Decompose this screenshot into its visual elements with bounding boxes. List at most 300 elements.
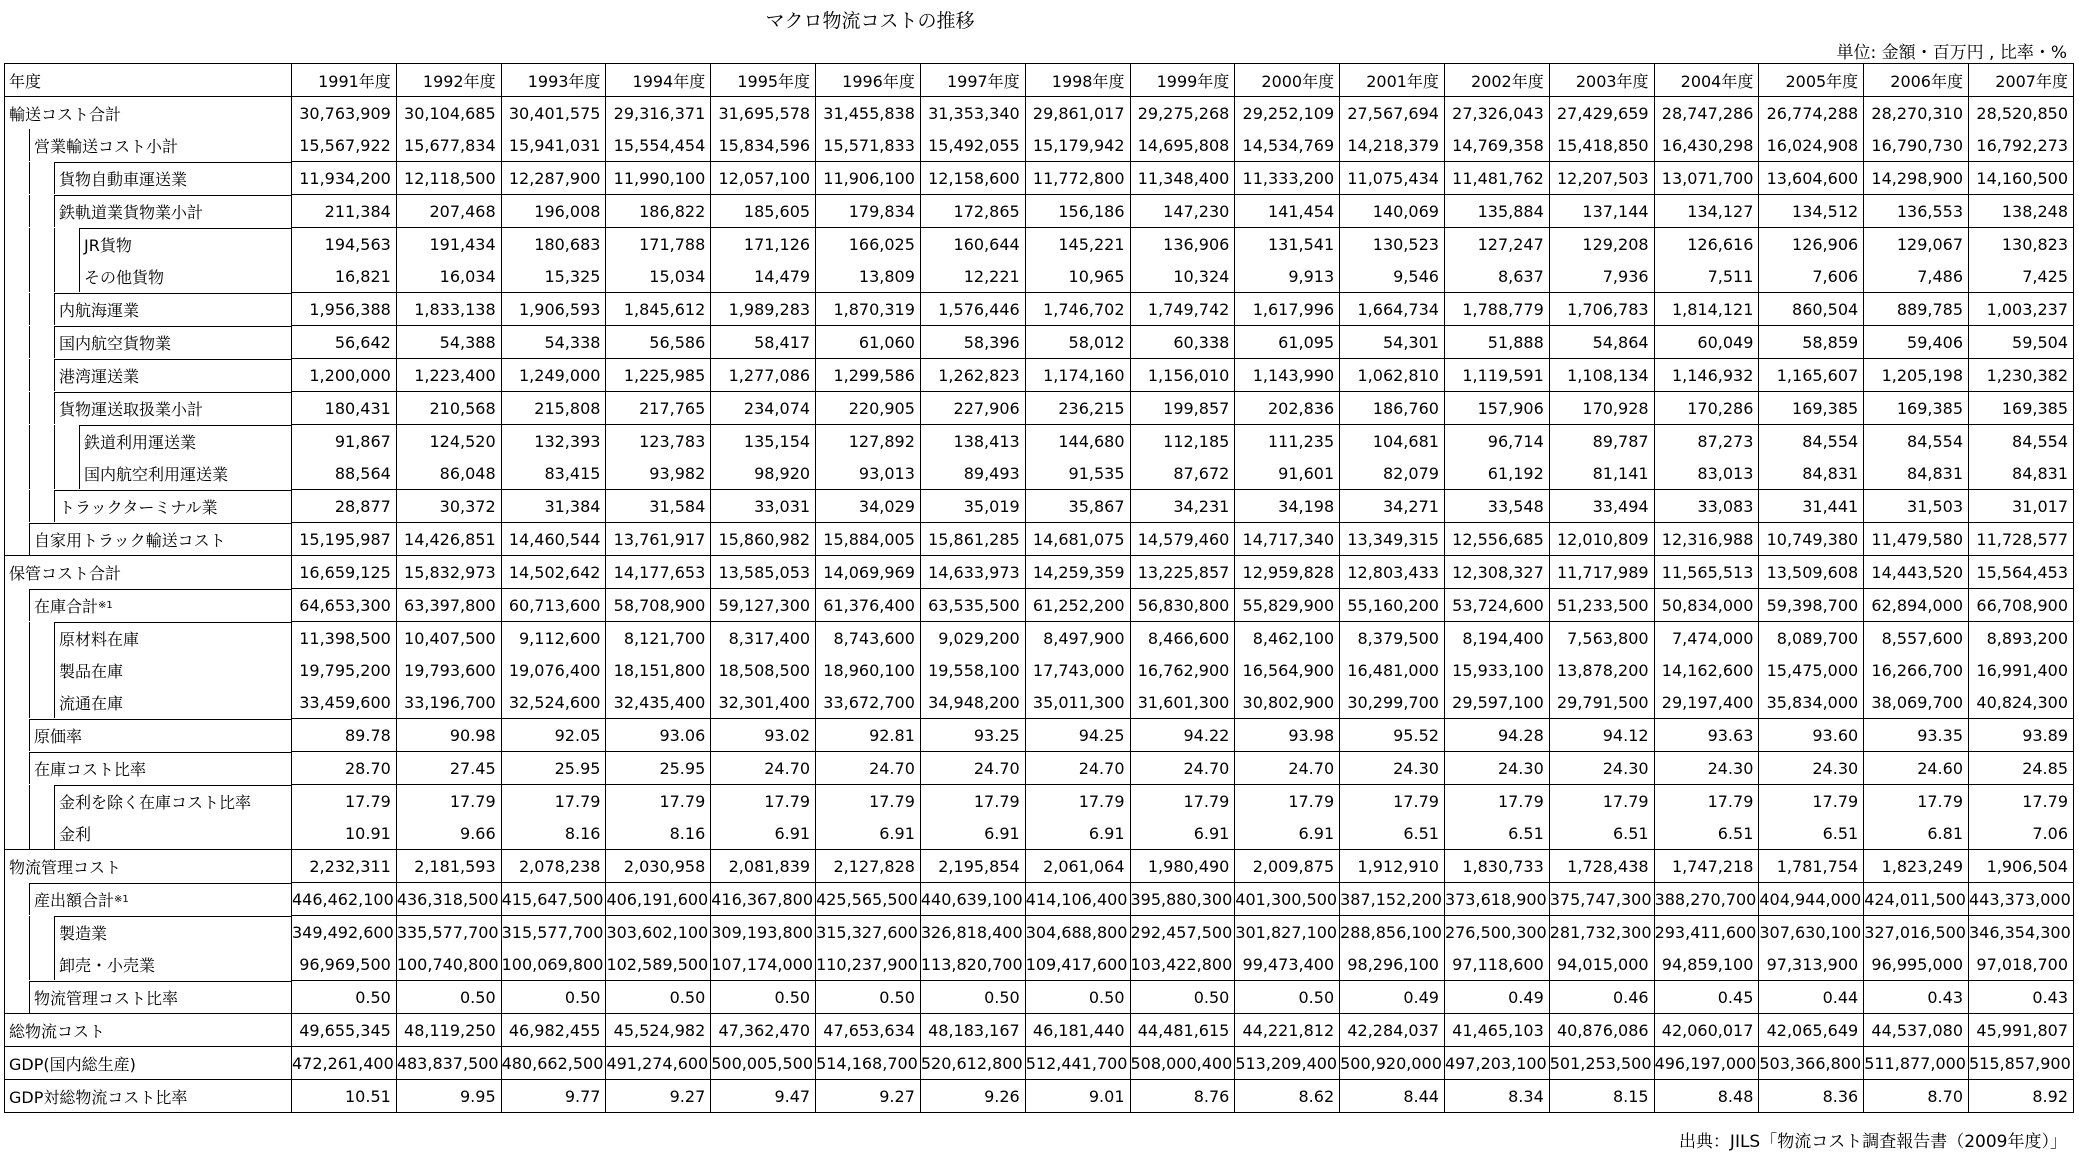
value-cell: 17.79 <box>816 785 921 818</box>
table-row <box>5 589 2074 622</box>
unit-note: 単位: 金額・百万円 , 比率・% <box>1836 43 2067 63</box>
table-row <box>5 1014 2074 1047</box>
value-cell: 33,196,700 <box>396 686 501 719</box>
value-cell: 24.60 <box>1864 752 1969 785</box>
value-cell: 24.30 <box>1444 752 1549 785</box>
value-cell: 93.02 <box>711 719 816 752</box>
value-cell: 15,475,000 <box>1759 654 1864 686</box>
value-cell: 1,146,932 <box>1654 359 1759 392</box>
value-cell: 11,772,800 <box>1025 162 1130 195</box>
value-cell: 1,617,996 <box>1235 293 1340 326</box>
value-cell: 93,013 <box>816 457 921 490</box>
value-cell: 185,605 <box>711 195 816 228</box>
value-cell: 15,677,834 <box>396 129 501 162</box>
value-cell: 42,284,037 <box>1340 1014 1445 1047</box>
value-cell: 24.70 <box>920 752 1025 785</box>
value-cell: 98,920 <box>711 457 816 490</box>
header-label: 年度 <box>5 64 292 97</box>
row-label-cell <box>5 1047 292 1080</box>
value-cell: 160,644 <box>920 228 1025 261</box>
value-cell: 15,325 <box>501 260 606 293</box>
value-cell: 8,497,900 <box>1025 622 1130 655</box>
value-cell: 199,857 <box>1130 392 1235 425</box>
value-cell: 186,822 <box>606 195 711 228</box>
value-cell: 111,235 <box>1235 425 1340 458</box>
value-cell: 31,584 <box>606 490 711 523</box>
value-cell: 137,144 <box>1549 195 1654 228</box>
value-cell: 1,143,990 <box>1235 359 1340 392</box>
value-cell: 0.44 <box>1759 981 1864 1014</box>
row-label-cell <box>5 589 292 622</box>
value-cell: 93.98 <box>1235 719 1340 752</box>
value-cell: 144,680 <box>1025 425 1130 458</box>
value-cell: 54,388 <box>396 326 501 359</box>
value-cell: 29,252,109 <box>1235 97 1340 130</box>
value-cell: 6.51 <box>1549 817 1654 850</box>
row-label-cell <box>5 129 292 162</box>
value-cell: 17.79 <box>1549 785 1654 818</box>
value-cell: 1,003,237 <box>1969 293 2074 326</box>
row-label: 製品在庫 <box>59 661 124 681</box>
value-cell: 30,401,575 <box>501 97 606 130</box>
value-cell: 17.79 <box>501 785 606 818</box>
value-cell: 373,618,900 <box>1444 883 1549 916</box>
value-cell: 1,108,134 <box>1549 359 1654 392</box>
value-cell: 16,792,273 <box>1969 129 2074 162</box>
value-cell: 292,457,500 <box>1130 916 1235 949</box>
value-cell: 127,892 <box>816 425 921 458</box>
value-cell: 7,936 <box>1549 260 1654 293</box>
value-cell: 2,061,064 <box>1025 850 1130 883</box>
value-cell: 513,209,400 <box>1235 1047 1340 1080</box>
value-cell: 59,127,300 <box>711 589 816 622</box>
value-cell: 16,024,908 <box>1759 129 1864 162</box>
value-cell: 98,296,100 <box>1340 948 1445 981</box>
value-cell: 93.63 <box>1654 719 1759 752</box>
value-cell: 96,969,500 <box>292 948 397 981</box>
table-row <box>5 719 2074 752</box>
value-cell: 8.34 <box>1444 1080 1549 1113</box>
value-cell: 99,473,400 <box>1235 948 1340 981</box>
row-label: 総物流コスト <box>9 1021 106 1041</box>
value-cell: 9.66 <box>396 817 501 850</box>
value-cell: 135,884 <box>1444 195 1549 228</box>
value-cell: 14,717,340 <box>1235 523 1340 556</box>
value-cell: 0.50 <box>1025 981 1130 1014</box>
value-cell: 17.79 <box>1340 785 1445 818</box>
row-label: 在庫合計 <box>34 597 99 616</box>
value-cell: 500,920,000 <box>1340 1047 1445 1080</box>
value-cell: 194,563 <box>292 228 397 261</box>
value-cell: 44,221,812 <box>1235 1014 1340 1047</box>
value-cell: 14,160,500 <box>1969 162 2074 195</box>
value-cell: 480,662,500 <box>501 1047 606 1080</box>
value-cell: 16,762,900 <box>1130 654 1235 686</box>
row-label: 在庫コスト比率 <box>34 760 147 779</box>
value-cell: 1,156,010 <box>1130 359 1235 392</box>
table-row <box>5 654 2074 686</box>
row-label-cell <box>5 195 292 228</box>
value-cell: 47,362,470 <box>711 1014 816 1047</box>
value-cell: 56,586 <box>606 326 711 359</box>
value-cell: 27,567,694 <box>1340 97 1445 130</box>
value-cell: 93.60 <box>1759 719 1864 752</box>
value-cell: 10,324 <box>1130 260 1235 293</box>
value-cell: 14,479 <box>711 260 816 293</box>
value-cell: 84,831 <box>1759 457 1864 490</box>
value-cell: 172,865 <box>920 195 1025 228</box>
value-cell: 1,906,504 <box>1969 850 2074 883</box>
value-cell: 93.35 <box>1864 719 1969 752</box>
value-cell: 13,071,700 <box>1654 162 1759 195</box>
value-cell: 15,492,055 <box>920 129 1025 162</box>
value-cell: 12,803,433 <box>1340 556 1445 589</box>
value-cell: 9.01 <box>1025 1080 1130 1113</box>
value-cell: 13,585,053 <box>711 556 816 589</box>
value-cell: 8.92 <box>1969 1080 2074 1113</box>
value-cell: 15,933,100 <box>1444 654 1549 686</box>
source-note: 出典：JILS「物流コスト調査報告書（2009年度）」 <box>1678 1132 2067 1152</box>
value-cell: 1,980,490 <box>1130 850 1235 883</box>
value-cell: 132,393 <box>501 425 606 458</box>
value-cell: 18,960,100 <box>816 654 921 686</box>
value-cell: 24.70 <box>1235 752 1340 785</box>
value-cell: 59,398,700 <box>1759 589 1864 622</box>
value-cell: 7,474,000 <box>1654 622 1759 655</box>
table-row <box>5 425 2074 458</box>
row-label-cell <box>5 622 292 655</box>
value-cell: 17.79 <box>1025 785 1130 818</box>
value-cell: 10,965 <box>1025 260 1130 293</box>
value-cell: 0.43 <box>1969 981 2074 1014</box>
value-cell: 388,270,700 <box>1654 883 1759 916</box>
value-cell: 491,274,600 <box>606 1047 711 1080</box>
value-cell: 346,354,300 <box>1969 916 2074 949</box>
value-cell: 401,300,500 <box>1235 883 1340 916</box>
value-cell: 9.77 <box>501 1080 606 1113</box>
value-cell: 129,067 <box>1864 228 1969 261</box>
value-cell: 416,367,800 <box>711 883 816 916</box>
value-cell: 7,511 <box>1654 260 1759 293</box>
value-cell: 1,230,382 <box>1969 359 2074 392</box>
value-cell: 35,019 <box>920 490 1025 523</box>
value-cell: 84,554 <box>1864 425 1969 458</box>
value-cell: 29,197,400 <box>1654 686 1759 719</box>
value-cell: 28,877 <box>292 490 397 523</box>
value-cell: 93.89 <box>1969 719 2074 752</box>
value-cell: 54,864 <box>1549 326 1654 359</box>
table-row <box>5 129 2074 162</box>
row-label: GDP(国内総生産) <box>9 1054 136 1074</box>
row-label-cell <box>5 785 292 818</box>
header-year: 2005年度 <box>1759 64 1864 97</box>
value-cell: 12,959,828 <box>1235 556 1340 589</box>
value-cell: 236,215 <box>1025 392 1130 425</box>
table-row <box>5 883 2074 916</box>
value-cell: 8.44 <box>1340 1080 1445 1113</box>
header-year: 1996年度 <box>816 64 921 97</box>
value-cell: 2,127,828 <box>816 850 921 883</box>
value-cell: 415,647,500 <box>501 883 606 916</box>
value-cell: 14,681,075 <box>1025 523 1130 556</box>
value-cell: 45,991,807 <box>1969 1014 2074 1047</box>
value-cell: 6.51 <box>1340 817 1445 850</box>
value-cell: 0.50 <box>396 981 501 1014</box>
value-cell: 83,013 <box>1654 457 1759 490</box>
value-cell: 60,713,600 <box>501 589 606 622</box>
value-cell: 110,237,900 <box>816 948 921 981</box>
value-cell: 55,829,900 <box>1235 589 1340 622</box>
value-cell: 134,512 <box>1759 195 1864 228</box>
value-cell: 15,564,453 <box>1969 556 2074 589</box>
value-cell: 6.91 <box>1130 817 1235 850</box>
value-cell: 8.16 <box>501 817 606 850</box>
value-cell: 14,069,969 <box>816 556 921 589</box>
value-cell: 12,118,500 <box>396 162 501 195</box>
value-cell: 97,118,600 <box>1444 948 1549 981</box>
value-cell: 9.27 <box>606 1080 711 1113</box>
value-cell: 7,425 <box>1969 260 2074 293</box>
row-label-cell <box>5 293 292 326</box>
header-row <box>5 64 2074 97</box>
value-cell: 8.76 <box>1130 1080 1235 1113</box>
value-cell: 1,746,702 <box>1025 293 1130 326</box>
value-cell: 28,270,310 <box>1864 97 1969 130</box>
value-cell: 8,121,700 <box>606 622 711 655</box>
row-label-cell <box>5 686 292 719</box>
value-cell: 24.30 <box>1654 752 1759 785</box>
value-cell: 301,827,100 <box>1235 916 1340 949</box>
value-cell: 19,076,400 <box>501 654 606 686</box>
header-year: 1994年度 <box>606 64 711 97</box>
value-cell: 2,078,238 <box>501 850 606 883</box>
row-label: 金利 <box>59 824 92 844</box>
row-label: 産出額合計 <box>34 891 115 910</box>
value-cell: 15,554,454 <box>606 129 711 162</box>
value-cell: 186,760 <box>1340 392 1445 425</box>
value-cell: 33,494 <box>1549 490 1654 523</box>
value-cell: 8.62 <box>1235 1080 1340 1113</box>
value-cell: 94.22 <box>1130 719 1235 752</box>
table-row <box>5 785 2074 818</box>
value-cell: 7,563,800 <box>1549 622 1654 655</box>
row-label: 流通在庫 <box>59 693 124 713</box>
value-cell: 170,928 <box>1549 392 1654 425</box>
value-cell: 24.70 <box>711 752 816 785</box>
value-cell: 8,466,600 <box>1130 622 1235 655</box>
value-cell: 34,029 <box>816 490 921 523</box>
value-cell: 11,479,580 <box>1864 523 1969 556</box>
table-row <box>5 556 2074 589</box>
value-cell: 93.25 <box>920 719 1025 752</box>
value-cell: 1,788,779 <box>1444 293 1549 326</box>
value-cell: 59,406 <box>1864 326 1969 359</box>
value-cell: 10.51 <box>292 1080 397 1113</box>
value-cell: 29,275,268 <box>1130 97 1235 130</box>
value-cell: 123,783 <box>606 425 711 458</box>
value-cell: 472,261,400 <box>292 1047 397 1080</box>
value-cell: 30,299,700 <box>1340 686 1445 719</box>
table-row <box>5 392 2074 425</box>
value-cell: 44,537,080 <box>1864 1014 1969 1047</box>
value-cell: 17.79 <box>711 785 816 818</box>
value-cell: 211,384 <box>292 195 397 228</box>
value-cell: 9,112,600 <box>501 622 606 655</box>
value-cell: 10,749,380 <box>1759 523 1864 556</box>
value-cell: 6.51 <box>1444 817 1549 850</box>
value-cell: 107,174,000 <box>711 948 816 981</box>
value-cell: 404,944,000 <box>1759 883 1864 916</box>
value-cell: 94.28 <box>1444 719 1549 752</box>
row-label: 物流管理コスト比率 <box>34 988 179 1008</box>
row-label-cell <box>5 654 292 686</box>
value-cell: 1,200,000 <box>292 359 397 392</box>
value-cell: 169,385 <box>1969 392 2074 425</box>
value-cell: 33,459,600 <box>292 686 397 719</box>
table-row <box>5 228 2074 261</box>
row-label-cell <box>5 916 292 949</box>
value-cell: 14,162,600 <box>1654 654 1759 686</box>
value-cell: 91,535 <box>1025 457 1130 490</box>
value-cell: 10,407,500 <box>396 622 501 655</box>
value-cell: 24.30 <box>1759 752 1864 785</box>
value-cell: 46,982,455 <box>501 1014 606 1047</box>
value-cell: 16,991,400 <box>1969 654 2074 686</box>
value-cell: 94,859,100 <box>1654 948 1759 981</box>
value-cell: 86,048 <box>396 457 501 490</box>
row-label-cell <box>5 97 292 130</box>
value-cell: 13,604,600 <box>1759 162 1864 195</box>
value-cell: 1,989,283 <box>711 293 816 326</box>
value-cell: 31,455,838 <box>816 97 921 130</box>
value-cell: 15,860,982 <box>711 523 816 556</box>
value-cell: 84,831 <box>1864 457 1969 490</box>
value-cell: 14,695,808 <box>1130 129 1235 162</box>
value-cell: 166,025 <box>816 228 921 261</box>
value-cell: 96,995,000 <box>1864 948 1969 981</box>
value-cell: 92.05 <box>501 719 606 752</box>
value-cell: 16,564,900 <box>1235 654 1340 686</box>
value-cell: 130,823 <box>1969 228 2074 261</box>
value-cell: 35,867 <box>1025 490 1130 523</box>
value-cell: 92.81 <box>816 719 921 752</box>
header-year: 2003年度 <box>1549 64 1654 97</box>
row-label-cell <box>5 392 292 425</box>
value-cell: 11,348,400 <box>1130 162 1235 195</box>
table-row <box>5 490 2074 523</box>
value-cell: 10.91 <box>292 817 397 850</box>
value-cell: 13,761,917 <box>606 523 711 556</box>
value-cell: 60,049 <box>1654 326 1759 359</box>
value-cell: 35,834,000 <box>1759 686 1864 719</box>
value-cell: 26,774,288 <box>1759 97 1864 130</box>
value-cell: 501,253,500 <box>1549 1047 1654 1080</box>
table-row <box>5 457 2074 490</box>
value-cell: 497,203,100 <box>1444 1047 1549 1080</box>
table-row <box>5 686 2074 719</box>
value-cell: 424,011,500 <box>1864 883 1969 916</box>
value-cell: 1,576,446 <box>920 293 1025 326</box>
value-cell: 2,009,875 <box>1235 850 1340 883</box>
value-cell: 24.70 <box>816 752 921 785</box>
value-cell: 503,366,800 <box>1759 1047 1864 1080</box>
value-cell: 94.12 <box>1549 719 1654 752</box>
value-cell: 138,413 <box>920 425 1025 458</box>
value-cell: 54,301 <box>1340 326 1445 359</box>
value-cell: 12,221 <box>920 260 1025 293</box>
row-label-cell <box>5 850 292 883</box>
value-cell: 112,185 <box>1130 425 1235 458</box>
value-cell: 7,606 <box>1759 260 1864 293</box>
value-cell: 440,639,100 <box>920 883 1025 916</box>
value-cell: 87,273 <box>1654 425 1759 458</box>
row-label: 貨物自動車運送業 <box>59 170 188 189</box>
value-cell: 31,353,340 <box>920 97 1025 130</box>
header-year: 2006年度 <box>1864 64 1969 97</box>
table-row <box>5 850 2074 883</box>
header-year: 1992年度 <box>396 64 501 97</box>
value-cell: 217,765 <box>606 392 711 425</box>
value-cell: 515,857,900 <box>1969 1047 2074 1080</box>
value-cell: 14,460,544 <box>501 523 606 556</box>
header-year: 2001年度 <box>1340 64 1445 97</box>
value-cell: 13,225,857 <box>1130 556 1235 589</box>
row-label: 保管コスト合計 <box>9 563 122 583</box>
value-cell: 293,411,600 <box>1654 916 1759 949</box>
value-cell: 31,017 <box>1969 490 2074 523</box>
value-cell: 17.79 <box>920 785 1025 818</box>
value-cell: 58,417 <box>711 326 816 359</box>
value-cell: 61,252,200 <box>1025 589 1130 622</box>
value-cell: 145,221 <box>1025 228 1130 261</box>
header-year: 2007年度 <box>1969 64 2074 97</box>
value-cell: 307,630,100 <box>1759 916 1864 949</box>
header-year: 1991年度 <box>292 64 397 97</box>
value-cell: 58,396 <box>920 326 1025 359</box>
value-cell: 1,833,138 <box>396 293 501 326</box>
value-cell: 29,791,500 <box>1549 686 1654 719</box>
value-cell: 157,906 <box>1444 392 1549 425</box>
value-cell: 140,069 <box>1340 195 1445 228</box>
row-label: JR貨物 <box>84 235 132 255</box>
value-cell: 8.16 <box>606 817 711 850</box>
value-cell: 15,941,031 <box>501 129 606 162</box>
value-cell: 18,151,800 <box>606 654 711 686</box>
value-cell: 2,232,311 <box>292 850 397 883</box>
row-label: 貨物運送取扱業小計 <box>59 400 204 419</box>
value-cell: 84,831 <box>1969 457 2074 490</box>
value-cell: 180,431 <box>292 392 397 425</box>
value-cell: 8.15 <box>1549 1080 1654 1113</box>
value-cell: 126,906 <box>1759 228 1864 261</box>
value-cell: 11,990,100 <box>606 162 711 195</box>
value-cell: 1,299,586 <box>816 359 921 392</box>
table-row <box>5 195 2074 228</box>
value-cell: 29,597,100 <box>1444 686 1549 719</box>
value-cell: 12,207,503 <box>1549 162 1654 195</box>
value-cell: 34,271 <box>1340 490 1445 523</box>
value-cell: 31,441 <box>1759 490 1864 523</box>
value-cell: 15,034 <box>606 260 711 293</box>
value-cell: 304,688,800 <box>1025 916 1130 949</box>
value-cell: 169,385 <box>1864 392 1969 425</box>
value-cell: 1,062,810 <box>1340 359 1445 392</box>
value-cell: 14,502,642 <box>501 556 606 589</box>
value-cell: 147,230 <box>1130 195 1235 228</box>
value-cell: 30,802,900 <box>1235 686 1340 719</box>
header-year: 1998年度 <box>1025 64 1130 97</box>
row-label-cell <box>5 752 292 785</box>
